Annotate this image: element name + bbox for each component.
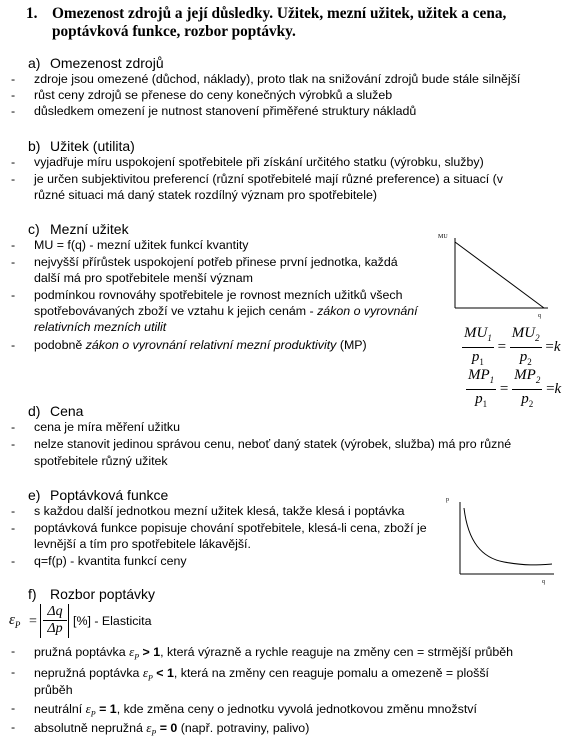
heading-number: 1.: [26, 5, 38, 22]
section-e-bullet-2-cont: levnější a tím pro spotřebitele lákavější.: [34, 537, 251, 551]
section-c-title: c) Mezní užitek: [28, 221, 129, 237]
section-d-title: d) Cena: [28, 403, 84, 419]
demand-curve-chart: [446, 494, 556, 584]
demand-chart-curve: [464, 508, 552, 565]
section-b-title: b) Užitek (utilita): [28, 138, 135, 154]
section-c-bullet-2-cont: další má pro spotřebitele menší význam: [34, 271, 253, 285]
abs-bar-right: [68, 604, 71, 638]
marginal-utility-chart: [440, 228, 550, 318]
demand-chart-ylabel: p: [446, 497, 449, 503]
section-f-title: f) Rozbor poptávky: [28, 586, 156, 602]
mu-chart-curve: [455, 242, 544, 308]
section-b-bullet-2-cont: různé situaci má daný statek rozdílný význam pro spotřebitele): [34, 188, 377, 202]
section-a-title: a) Omezenost zdrojů: [28, 55, 164, 71]
section-c-bullet-3-cont-2: relativních mezních utilit: [34, 320, 167, 334]
heading-line-2: poptávková funkce, rozbor poptávky.: [52, 23, 296, 40]
mu-chart-xlabel: q: [538, 313, 541, 319]
section-d-bullet-2-cont: spotřebitele různý užitek: [34, 454, 168, 468]
section-e-title: e) Poptávková funkce: [28, 487, 169, 503]
formula-equal-marginal-productivity: $\frac{MP_1}{p_1}$ = $\frac{MP_2}{p_2}$ =k: [468, 367, 562, 409]
demand-chart-xlabel: q: [542, 579, 545, 585]
section-f-bullet-2-cont: průběh: [34, 683, 73, 697]
section-c-bullet-3-cont: spotřebovávaných zboží ve vztahu k jejich cenám - zákon o vyrovnání: [34, 304, 418, 318]
mu-chart-ylabel: MU: [438, 234, 448, 240]
heading-line-1: Omezenost zdrojů a její důsledky. Užitek, mezní užitek, užitek a cena,: [52, 5, 507, 22]
formula-equal-marginal-utility: $\frac{MU_1}{p_1}$ = $\frac{MU_2}{p_2}$ =k: [464, 325, 561, 367]
